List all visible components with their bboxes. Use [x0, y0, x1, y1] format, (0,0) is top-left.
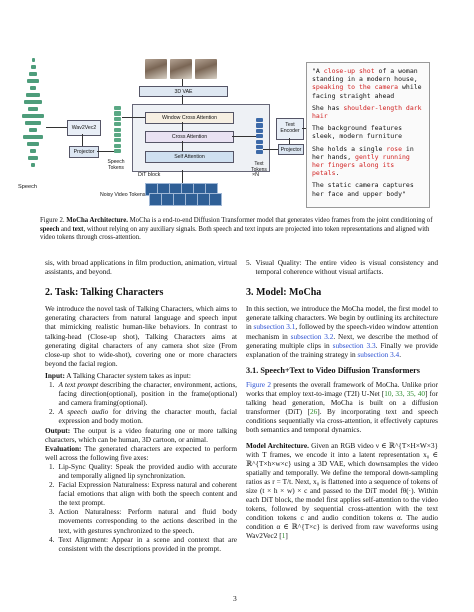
text-encoder-label: Text Encoder: [280, 122, 300, 135]
window-cross-attention-box: [145, 112, 234, 124]
waveform-bar: [27, 79, 39, 83]
speech-tokens-label: Speech Tokens: [107, 159, 125, 171]
prompt-text: of a woman standing in a modern house,: [312, 67, 422, 84]
prompt-text: The background features sleek, modern furniture: [312, 124, 406, 141]
arrow: [46, 127, 67, 128]
speech-label: Speech: [18, 184, 37, 190]
list-number: 2.: [49, 480, 55, 490]
visual-quality-item: Visual Quality: The entire video is visual consistency and temporal coherence without visual artifacts.: [255, 258, 438, 277]
prompt-text: She holds a single: [312, 144, 387, 153]
cross-attention-box: [145, 131, 234, 143]
list-item: [45, 507, 237, 534]
list-emphasis: A speech audio: [58, 407, 109, 417]
subsection-3-1-link[interactable]: subsection 3.1: [253, 322, 296, 332]
text: .: [399, 349, 402, 359]
speech-token: [114, 138, 121, 142]
input-label: Input:: [45, 370, 65, 380]
list-text: Lip-Sync Quality: Speak the provided audio with accurate and temporally aligned lip synchronization.: [58, 461, 237, 480]
caption-label: Figure 2.: [40, 217, 65, 224]
speech-token: [114, 117, 121, 121]
prompt-highlight: shoulder-length dark hair: [312, 103, 426, 121]
page-number: 3: [233, 594, 237, 603]
text-token: [256, 145, 263, 149]
section-3-paragraph: [246, 304, 438, 359]
prompt-highlight: close-up shot: [323, 67, 375, 75]
prompt-text: while facing straight ahead: [312, 83, 426, 100]
speech-token: [114, 128, 121, 132]
list-item: [45, 380, 237, 407]
times-n-label: ×N: [252, 172, 260, 178]
list-text: A speech audio for driving the character mouth, facial expression and body motion.: [58, 407, 237, 426]
text: . Next, we describe the method of generating multiple clips in: [246, 331, 438, 350]
vae-box: [139, 86, 228, 97]
vae-label: 3D VAE: [174, 88, 193, 95]
list-text: A text prompt describing the character, environment, actions, facing direction(optional), position in the frame(optional) and camera framing(optional).: [58, 380, 237, 408]
list-item: [45, 480, 237, 507]
section-2-title: 2. Task: Talking Characters: [45, 287, 164, 299]
noisy-video-tokens-label: Noisy Video Tokens: [100, 192, 146, 198]
arrow: [263, 149, 278, 150]
speech-token: [114, 149, 121, 153]
waveform-bar: [24, 100, 42, 104]
self-attention-box: [145, 151, 234, 163]
caption-text-a: MoCha is a end-to-end Diffusion Transformer model that generates video frames from the joint conditioning of: [127, 217, 433, 224]
waveform-bar: [28, 107, 38, 111]
subsection-3-2-link[interactable]: subsection 3.2: [290, 331, 334, 341]
prompt-line: [312, 145, 424, 178]
evaluation-paragraph: [45, 444, 237, 462]
list-emphasis: A text prompt: [58, 380, 99, 390]
waveform-bar: [23, 135, 43, 139]
waveform-bar: [25, 121, 41, 125]
speech-tokens: [114, 106, 121, 154]
citation-link[interactable]: 1: [281, 531, 286, 541]
text-token: [256, 129, 263, 133]
list-item: [45, 407, 237, 425]
text: In this section, we introduce the MoCha model, the first model to generate talking characters. We begin by outlining its architecture in: [246, 304, 438, 332]
citation-link[interactable]: 26: [310, 407, 318, 417]
list-number: 3.: [49, 507, 55, 517]
list-text: Facial Expression Naturalness: Express natural and coherent facial emotions that align with both the speech content and the text prompt.: [58, 480, 237, 508]
evaluation-list: [45, 462, 237, 553]
waveform-bar: [29, 128, 37, 132]
arrow: [182, 122, 183, 131]
caption-title: MoCha Architecture.: [66, 217, 128, 224]
video-token-cube: [209, 193, 222, 206]
figure-caption: [40, 217, 434, 243]
output-paragraph: [45, 426, 237, 444]
caption-text-word: text: [72, 225, 84, 233]
video-frame-3: [195, 59, 217, 79]
arrow: [97, 151, 114, 152]
self-attention-label: Self Attention: [174, 154, 205, 160]
prompt-text: The static camera captures her face and upper body": [312, 181, 418, 198]
speech-projector-box: [69, 146, 99, 158]
arrow: [182, 79, 183, 86]
wav2vec2-box: [67, 120, 101, 136]
left-column: [45, 258, 237, 553]
output-label: Output:: [45, 425, 71, 435]
speech-projector-label: Projector: [73, 149, 95, 155]
list-text: Action Naturalness: Perform natural and fluid body movements corresponding to the actions described in the text, with gestures synchronized to the speech.: [58, 507, 237, 535]
citation-link[interactable]: 10, 33, 35, 40: [384, 389, 426, 399]
speech-token: [114, 133, 121, 137]
text-token: [256, 123, 263, 127]
right-column: [246, 258, 438, 544]
caption-speech: speech: [40, 225, 60, 233]
text: ]: [285, 531, 288, 541]
prompt-text: .: [335, 169, 340, 178]
list-number: 5.: [246, 258, 252, 267]
text-tokens: [256, 118, 263, 156]
prompt-text: She has: [312, 103, 344, 112]
wav2vec2-label: Wav2Vec2: [71, 124, 97, 131]
output-text: The output is a video featuring one or more talking characters, which can be human, 3D cartoon, or animal.: [45, 425, 237, 444]
text-token: [256, 134, 263, 138]
dit-block-label: DiT block: [138, 172, 161, 178]
speech-token: [114, 122, 121, 126]
list-item: [246, 258, 438, 276]
prompt-highlight: speaking to the camera: [312, 83, 399, 92]
arrow: [82, 134, 83, 146]
text-token: [256, 150, 263, 154]
list-item: [45, 535, 237, 553]
waveform-bar: [27, 142, 39, 146]
input-paragraph: [45, 371, 237, 380]
section-2-paragraph: We introduce the novel task of Talking Characters, which aims to generating characters from natural language and speech input that mimicking realistic human-like behaviors. In contrast to talking-head (Close-up shot), Talking Characters aims at generating digital characters of any camera shot size (From close-up shot to wide-shot), covering one or more characters beyond the facial region.: [45, 304, 237, 368]
arrow: [122, 117, 145, 118]
text-projector-box: [278, 144, 304, 155]
list-number: 1.: [49, 380, 55, 390]
waveform-bar: [31, 163, 35, 167]
window-cross-attention-label: Window Cross Attention: [161, 115, 218, 121]
subsection-3-1-title: 3.1. Speech+Text to Video Diffusion Transformers: [246, 365, 420, 375]
text: ] for talking head generation, MoCha is built on a diffusion transformer (DiT) [: [246, 389, 438, 417]
text: , followed by the speech-video window attention mechanism in: [246, 322, 438, 341]
intro-paragraph: sis, with broad applications in film production, animation, virtual assistants, and beyond.: [45, 258, 237, 277]
list-number: 2.: [49, 407, 55, 417]
model-architecture-label: Model Architecture.: [246, 440, 309, 450]
list-text: Text Alignment: Appear in a scene and context that are consistent with the descriptions provided in the prompt.: [58, 534, 237, 553]
list-number: 1.: [49, 461, 55, 471]
waveform-bar: [29, 72, 37, 76]
prompt-text: "A: [312, 67, 324, 75]
text-tokens-label: Text Tokens: [251, 161, 267, 173]
text: ]. By incorporating text and speech conditions sequentially via cross-attention, it effectively captures both semantics and temporal dynamics.: [246, 407, 438, 435]
prompt-line: [312, 104, 424, 120]
evaluation-text: The generated characters are expected to perform well across the following five axes:: [45, 443, 237, 462]
speech-waveform: [20, 58, 46, 168]
input-text: A Talking Character system takes as input:: [64, 370, 191, 380]
model-architecture-paragraph: [246, 441, 438, 541]
video-frame-2: [170, 59, 192, 79]
speech-token: [114, 111, 121, 115]
prompt-line: [312, 67, 424, 100]
text-token: [256, 118, 263, 122]
evaluation-label: Evaluation:: [45, 443, 82, 453]
waveform-bar: [22, 114, 44, 118]
waveform-bar: [28, 156, 38, 160]
arrow: [232, 136, 256, 137]
speech-token: [114, 144, 121, 148]
text-token: [256, 140, 263, 144]
list-item: [45, 462, 237, 480]
input-list: [45, 380, 237, 425]
arrow: [182, 141, 183, 151]
noisy-video-tokens: [145, 183, 225, 207]
text: . Finally we provide explanation of the training strategy in: [246, 340, 438, 359]
architecture-figure: [0, 0, 474, 212]
waveform-bar: [30, 86, 36, 90]
prompt-line: [312, 181, 424, 197]
prompt-text: in her hands,: [312, 144, 418, 161]
prompt-line: [312, 124, 424, 140]
list-number: 4.: [49, 534, 55, 544]
prompt-highlight: gently running her fingers along its petals: [312, 152, 414, 178]
output-video-frames: [145, 59, 217, 79]
subsection-3-1-paragraph: [246, 380, 438, 435]
waveform-bar: [26, 93, 40, 97]
subsection-3-4-link[interactable]: subsection 3.4: [357, 349, 400, 359]
subsection-3-3-link[interactable]: subsection 3.3: [332, 340, 376, 350]
waveform-bar: [32, 58, 35, 62]
section-3-title: 3. Model: MoCha: [246, 287, 322, 299]
video-frame-1: [145, 59, 167, 79]
model-architecture-text: Given an RGB video ν ∈ ℝ^{T×H×W×3} with T frames, we encode it into a latent representation x₀ ∈ ℝ^{T×h×w×c} using a 3D VAE, which downsamples the video spatially and temporally. We define the temporal down-sampling ratios as r = T/t. Next, x₀ is flattened into a sequence of tokens of size (t × h × w) × c and passed to the DiT model fθ(·). Within each DiT block, the model first applies self-attention to the video tokens, followed by sequential cross-attention with the text condition tokens c and audio condition tokens α. The audio condition α ∈ ℝ^{T×c} is derived from raw waveforms using Wav2Vec2 [: [246, 440, 438, 541]
figure-2-link[interactable]: Figure 2: [246, 379, 271, 389]
prompt-highlight: rose: [386, 144, 403, 153]
text-projector-label: Projector: [280, 146, 302, 153]
caption-text-c: , without relying on any auxiliary signals. Both speech and text inputs are projected into token representations and aligned with video tokens through cross-attention.: [40, 225, 430, 242]
waveform-bar: [30, 149, 36, 153]
text: presents the overall framework of MoCha. Unlike prior works that employ text-to-image (T2I) U-Net [: [246, 379, 438, 399]
cross-attention-label: Cross Attention: [171, 134, 208, 140]
text-prompt-box: [306, 62, 430, 208]
caption-text-b: and: [59, 225, 73, 233]
arrow: [182, 170, 183, 183]
waveform-bar: [31, 65, 36, 69]
speech-token: [114, 106, 121, 110]
text-encoder-box: [276, 118, 304, 140]
